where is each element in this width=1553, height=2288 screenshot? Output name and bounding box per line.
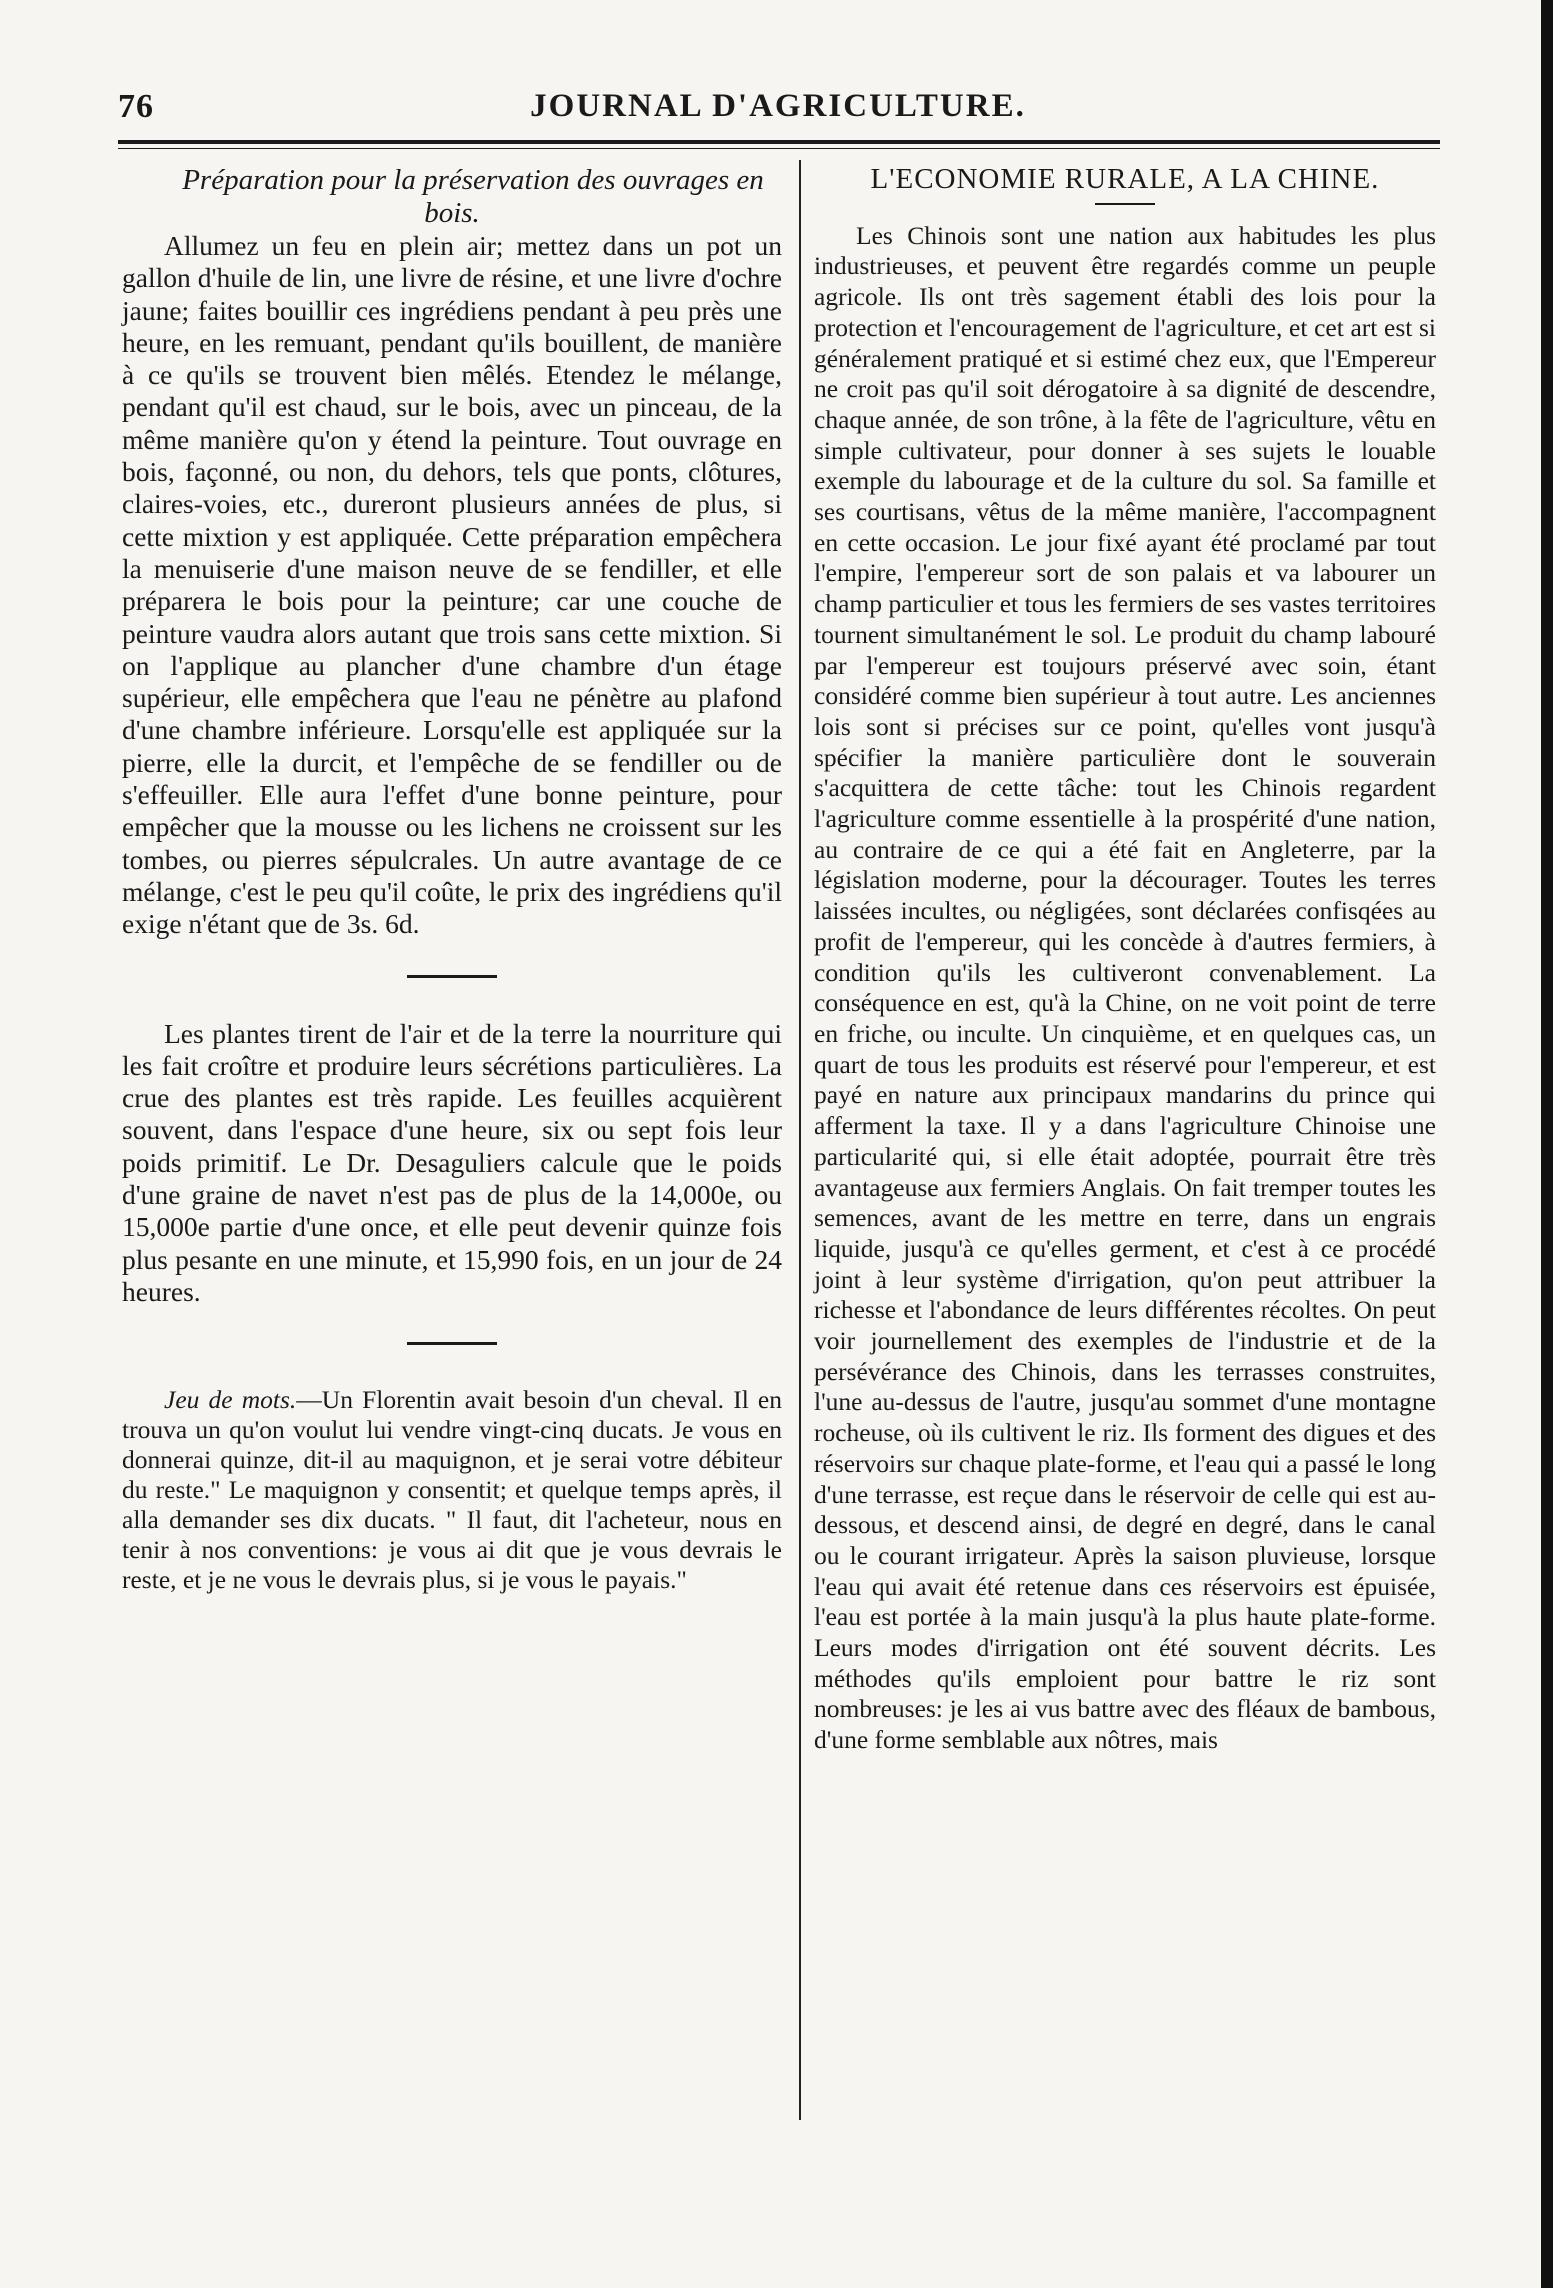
title-underline-rule (1095, 203, 1155, 205)
separator-rule (407, 975, 497, 978)
column-divider (799, 160, 801, 2120)
page-edge-shadow (1541, 0, 1553, 2288)
article-body-preservation: Allumez un feu en plein air; mettez dans un pot un gallon d'huile de lin, une livre de résine, et une livre d'ochre jaune; faites bouillir ces ingrédiens pendant à peu près une heure, en les remuant, pendant qu'ils bouillent, de manière à ce qu'ils se trouvent bien mêlés. Etendez le mélange, pendant qu'il est chaud, sur le bois, avec un pinceau, de la même manière qu'on y étend la peinture. Tout ouvrage en bois, façonné, ou non, du dehors, tels que ponts, clôtures, claires-voies, etc., dureront plusieurs années de plus, si cette mixtion y est appliquée. Cette préparation empêchera la menuiserie d'une maison neuve de se fendiller, et elle préparera le bois pour la peinture; car une couche de peinture vaudra alors autant que trois sans cette mixtion. Si on l'applique au plancher d'une chambre d'un étage supérieur, elle empêchera que l'eau ne pénètre au plafond d'une chambre inférieure. Lorsqu'elle est appliquée sur la pierre, elle la durcit, et l'empêche de se fendiller ou de s'effeuiller. Elle aura l'effet d'une bonne peinture, pour empêcher que la mousse ou les lichens ne croissent sur les tombes, ou pierres sépulcrales. Un autre avantage de ce mélange, c'est le peu qu'il coûte, le prix des ingrédiens qu'il exige n'étant que de 3s. 6d. (122, 230, 782, 940)
page-number: 76 (118, 88, 154, 125)
article-title-preservation: Préparation pour la préservation des ouvrages en bois. (182, 164, 764, 229)
article-jeu-de-mots (122, 1385, 782, 1595)
left-column (122, 164, 782, 1595)
article-title-chine: L'ECONOMIE RURALE, A LA CHINE. (870, 163, 1380, 195)
article-body-jeu-de-mots: —Un Florentin avait besoin d'un cheval. Il en trouva un qu'on voulut lui vendre vingt-cinq ducats. Je vous en donnerai quinze, dit-il au maquignon, et je serai votre débiteur du reste." Le maquignon y consentit; et quelque temps après, il alla demander ses dix ducats. " Il faut, dit l'acheteur, nous en tenir à nos conventions: je vous ai dit que je vous devrais le reste, et je ne vous le devrais plus, si je vous le payais." (122, 1385, 782, 1595)
article-body-plants: Les plantes tirent de l'air et de la terre la nourriture qui les fait croître et produire leurs sécrétions particulières. La crue des plantes est très rapide. Les feuilles acquièrent souvent, dans l'espace d'une heure, six ou sept fois leur poids primitif. Le Dr. Desaguliers calcule que le poids d'une graine de navet n'est pas de plus de la 14,000e, ou 15,000e partie d'une once, et elle peut devenir quinze fois plus pesante en une minute, et 15,990 fois, en un jour de 24 heures. (122, 1017, 782, 1307)
article-lead-jeu-de-mots: Jeu de mots. (164, 1385, 297, 1415)
article-body-chine: Les Chinois sont une nation aux habitudes les plus industrieuses, et peuvent être regardés comme un peuple agricole. Ils ont très sagement établi des lois pour la protection et l'encouragement de l'agriculture, et cet art est si généralement pratiqué et si estimé chez eux, que l'Empereur ne croit pas qu'il soit dérogatoire à sa dignité de descendre, chaque année, de son trône, à la fête de l'agriculture, vêtu en simple cultivateur, pour donner à ses sujets le louable exemple du labourage et de la culture du sol. Sa famille et ses courtisans, vêtus de la même manière, l'accompagnent en cette occasion. Le jour fixé ayant été proclamé par tout l'empire, l'empereur sort de son palais et va labourer un champ particulier et tous les fermiers de ses vastes territoires tournent simultanément le sol. Le produit du champ labouré par l'empereur est toujours préservé avec soin, étant considéré comme bien supérieur à tout autre. Les anciennes lois sont si précises sur ce point, qu'elles vont jusqu'à spécifier la manière particulière dont le souverain s'acquittera de cette tâche: tout les Chinois regardent l'agriculture comme essentielle à la prospérité d'une nation, au contraire de ce qui a été fait en Angleterre, par la législation moderne, pour la décourager. Toutes les terres laissées incultes, ou négligées, sont déclarées confisqées au profit de l'empereur, qui les concède à d'autres fermiers, à condition qu'ils les cultiveront convenablement. La conséquence en est, qu'à la Chine, on ne voit point de terre en friche, ou inculte. Un cinquième, et en quelques cas, un quart de tous les produits est réservé pour l'empereur, et est payé en nature aux principaux mandarins du prince qui afferment la taxe. Il y a dans l'agriculture Chinoise une particularité qui, si elle était adoptée, pourrait être très avantageuse aux fermiers Anglais. On fait tremper toutes les semences, avant de les mettre en terre, dans un engrais liquide, jusqu'à ce qu'elles germent, et c'est à ce procédé joint à leur système d'irrigation, qu'on peut attribuer la richesse et l'abondance de leurs différentes récoltes. On peut voir journellement des exemples de l'industrie et de la persévérance des Chinois, dans les terrasses construites, l'une au-dessus de l'autre, jusqu'au sommet d'une montagne rocheuse, où ils cultivent le riz. Ils forment des digues et des réservoirs sur chaque plate-forme, et l'eau qui a passé le long d'une terrasse, est reçue dans le réservoir de celle qui est au-dessous, et descend ainsi, de degré en degré, dans le canal ou le courant irrigateur. Après la saison pluvieuse, lorsque l'eau qui avait été retenue dans ces réservoirs est épuisée, l'eau est portée à la main jusqu'à la plus haute plate-forme. Leurs modes d'irrigation ont été souvent décrits. Les méthodes qu'ils emploient pour battre le riz sont nombreuses: je les ai vus battre avec des fléaux de bambous, d'une forme semblable aux nôtres, mais (814, 220, 1436, 1755)
right-column (814, 164, 1436, 1756)
running-title: JOURNAL D'AGRICULTURE. (530, 88, 1026, 124)
header-rule-thick (118, 140, 1440, 144)
header-rule-thin (118, 148, 1440, 149)
page-header (118, 88, 1438, 138)
separator-rule (407, 1342, 497, 1345)
